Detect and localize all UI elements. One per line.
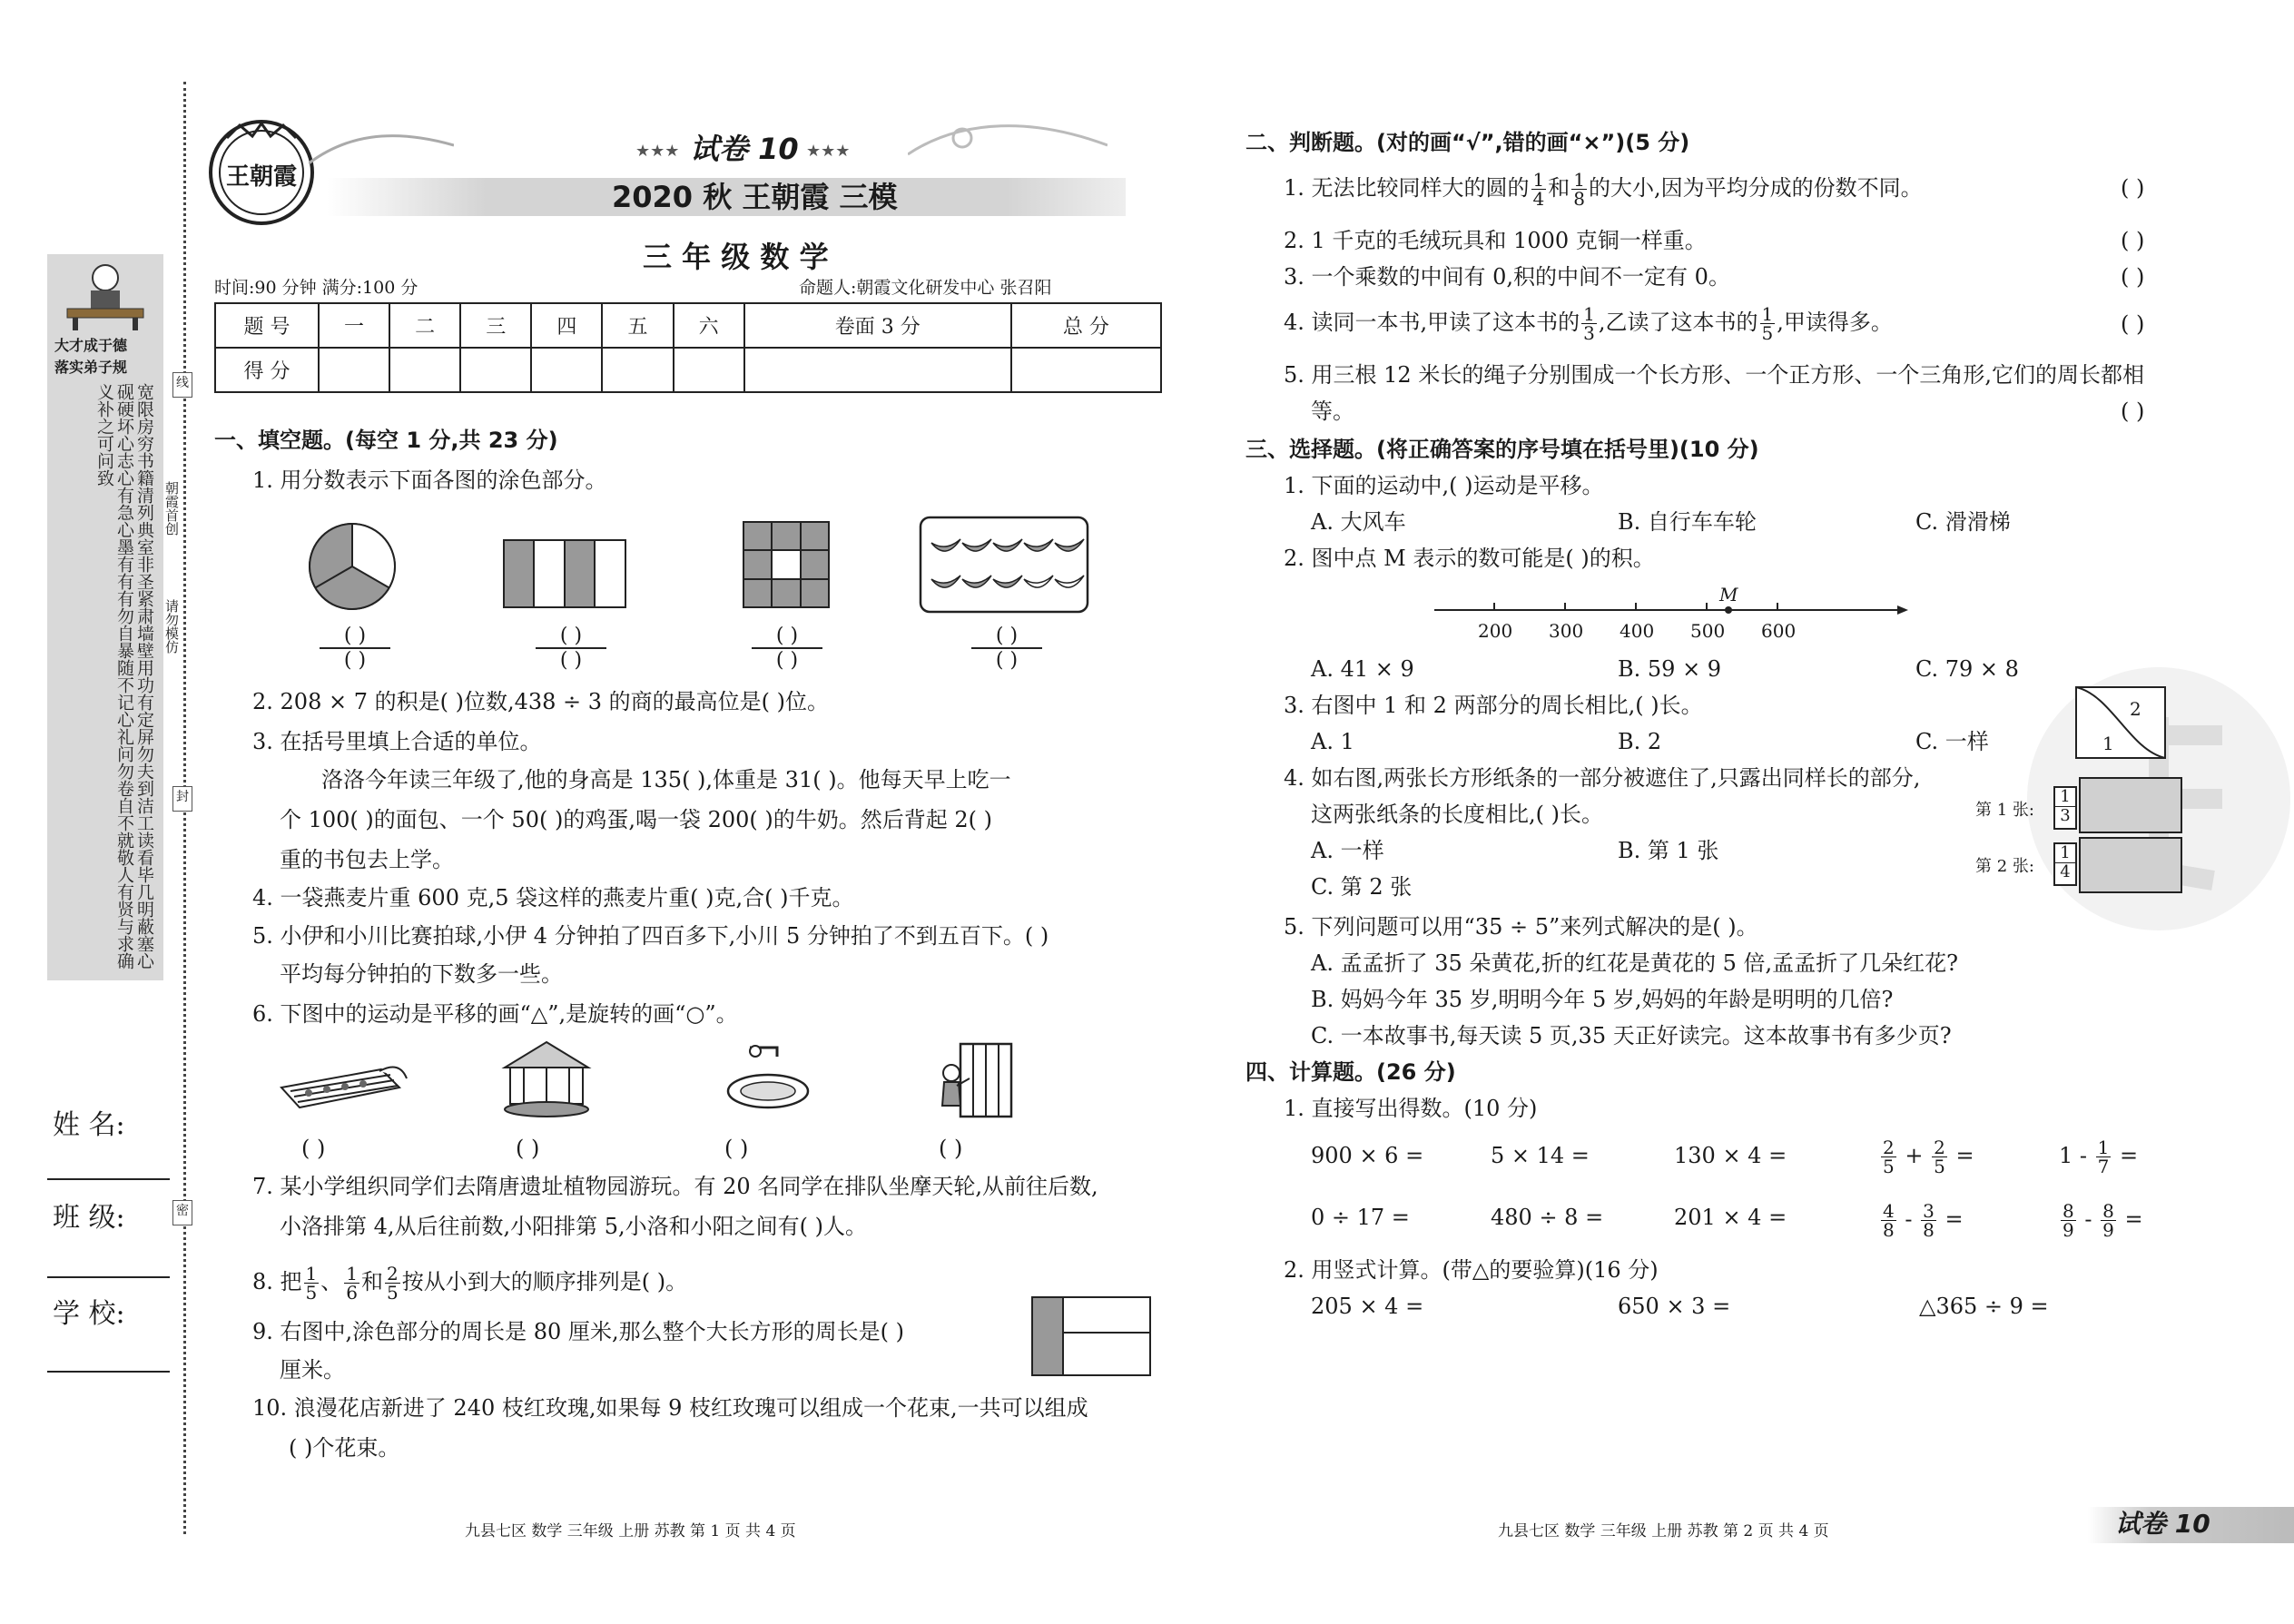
stars-left: ★★★ xyxy=(635,142,680,161)
numerator-blank[interactable]: ( ) xyxy=(971,625,1042,649)
fraction-1-6 xyxy=(344,1265,359,1302)
numerator: 1 xyxy=(1761,303,1774,325)
numerator: 1 xyxy=(2055,844,2075,863)
fraction-1-7 xyxy=(2096,1138,2112,1176)
tick-label-400: 400 xyxy=(1620,620,1655,642)
s3-q1-opt-c[interactable]: C. 滑滑梯 xyxy=(1915,509,2011,535)
q6-answer-2[interactable]: ( ) xyxy=(516,1136,540,1161)
score-cell[interactable] xyxy=(531,348,602,392)
numerator: 8 xyxy=(2063,1200,2074,1222)
fraction-2-5 xyxy=(385,1265,400,1302)
q6-answer-1[interactable]: ( ) xyxy=(301,1136,326,1161)
score-header: 六 xyxy=(674,303,744,348)
q6-answer-4[interactable]: ( ) xyxy=(939,1136,963,1161)
s1-q6: 6. 下图中的运动是平移的画“△”,是旋转的画“○”。 xyxy=(252,1001,738,1027)
q9-rectangle-figure xyxy=(1031,1296,1151,1380)
score-cell[interactable] xyxy=(744,348,1011,392)
q8-sep: 、 xyxy=(320,1269,343,1294)
calc-one-minus xyxy=(2059,1133,2138,1178)
s3-q3-opt-a[interactable]: A. 1 xyxy=(1311,729,1354,754)
q8-lead: 8. 把 xyxy=(252,1269,302,1294)
binding-mark-1 xyxy=(172,372,192,398)
abacus-figure xyxy=(272,1051,409,1118)
numerator-blank[interactable]: ( ) xyxy=(536,625,606,649)
denominator: 4 xyxy=(2060,862,2071,881)
s3-q3-opt-c[interactable]: C. 一样 xyxy=(1915,729,1989,754)
s2-q4 xyxy=(1284,301,1893,343)
answer-fraction-4[interactable] xyxy=(971,625,1042,672)
denominator: 8 xyxy=(1573,188,1585,210)
footer-left: 九县七区 数学 三年级 上册 苏教 第 1 页 共 4 页 xyxy=(465,1522,796,1540)
score-header: 题 号 xyxy=(215,303,319,348)
s2-q4-b: ,乙读了这本书的 xyxy=(1598,310,1758,335)
answer-fraction-3[interactable] xyxy=(752,625,822,672)
plus-sign: + xyxy=(1905,1143,1924,1168)
tick-label-600: 600 xyxy=(1761,620,1797,642)
score-cell[interactable] xyxy=(674,348,744,392)
mark-label: 密 xyxy=(176,1204,189,1218)
vertical-calc-1: 205 × 4 = xyxy=(1311,1294,1424,1319)
s1-q9-line2: 厘米。 xyxy=(280,1357,345,1383)
strip1-fraction-box xyxy=(2053,786,2077,830)
score-cell[interactable] xyxy=(389,348,460,392)
class-field[interactable] xyxy=(47,1276,170,1278)
score-cell[interactable] xyxy=(460,348,531,392)
numerator: 2 xyxy=(1883,1137,1895,1158)
equals-sign: = xyxy=(2124,1206,2143,1232)
paper-label: 试卷 10 xyxy=(690,132,799,166)
faucet-sink-figure xyxy=(723,1042,813,1118)
score-header: 五 xyxy=(602,303,673,348)
answer-fraction-1[interactable] xyxy=(320,625,390,672)
denominator: 9 xyxy=(2102,1219,2114,1241)
s3-q4-line2: 这两张纸条的长度相比,( )长。 xyxy=(1311,802,1603,827)
score-header: 二 xyxy=(389,303,460,348)
s3-q4-opt-b[interactable]: B. 第 1 张 xyxy=(1618,838,1719,863)
s3-q2-opt-a[interactable]: A. 41 × 9 xyxy=(1311,656,1414,682)
denominator: 6 xyxy=(346,1282,358,1304)
s2-q1-answer[interactable]: ( ) xyxy=(2121,175,2145,201)
calc-frac-sub1 xyxy=(1879,1196,1964,1242)
fraction-8-9 xyxy=(2101,1202,2116,1239)
sidebar-motto-2: 落实弟子规 xyxy=(54,359,128,376)
denominator: 8 xyxy=(1923,1219,1935,1241)
strip1-label: 第 1 张: xyxy=(1975,801,2034,820)
s1-q1: 1. 用分数表示下面各图的涂色部分。 xyxy=(252,468,607,493)
mark-label: 线 xyxy=(176,376,189,390)
score-header: 卷面 3 分 xyxy=(744,303,1011,348)
s2-q4-c: ,甲读得多。 xyxy=(1777,310,1893,335)
ribbon-decoration xyxy=(309,118,454,172)
numerator-blank[interactable]: ( ) xyxy=(752,625,822,649)
s4-q1: 1. 直接写出得数。(10 分) xyxy=(1284,1096,1538,1121)
time-info: 时间:90 分钟 满分:100 分 xyxy=(214,278,418,298)
vertical-calc-2: 650 × 3 = xyxy=(1618,1294,1731,1319)
class-label: 班 级: xyxy=(53,1202,125,1234)
exam-title: 2020 秋 王朝霞 三模 xyxy=(612,180,898,214)
author-info: 命题人:朝霞文化研发中心 张召阳 xyxy=(799,278,1052,298)
s2-q1-c: 的大小,因为平均分成的份数不同。 xyxy=(1589,175,1923,201)
section1-title: 一、填空题。(每空 1 分,共 23 分) xyxy=(214,428,558,453)
s1-q5-line1: 5. 小伊和小川比赛拍球,小伊 4 分钟拍了四百多下,小川 5 分钟拍了不到五百下。( ) xyxy=(252,923,1049,949)
footer-right: 九县七区 数学 三年级 上册 苏教 第 2 页 共 4 页 xyxy=(1498,1522,1829,1540)
fraction-2-5 xyxy=(1881,1138,1896,1176)
s2-q4-a: 4. 读同一本书,甲读了这本书的 xyxy=(1284,310,1580,335)
denominator: 9 xyxy=(2063,1219,2074,1241)
equals-sign: = xyxy=(1955,1143,1974,1168)
poem: 宽限房穷书籍清列典室非圣紧肃墙壁用功有定屏勿夫到洁工读看毕几明蔽塞心砚硬坏心志心有急心墨有有有勿自暴随不记心礼问勿卷自不就敬人有贤与求确义补之可问致 xyxy=(94,383,154,969)
s3-q4-line1: 4. 如右图,两张长方形纸条的一部分被遮住了,只露出同样长的部分, xyxy=(1284,765,1921,791)
denominator-blank[interactable]: ( ) xyxy=(995,649,1019,672)
region-label-2: 2 xyxy=(2130,698,2141,720)
s2-q1 xyxy=(1284,167,1923,209)
section4-title: 四、计算题。(26 分) xyxy=(1245,1059,1456,1085)
s1-q3: 3. 在括号里填上合适的单位。 xyxy=(252,729,542,754)
denominator: 5 xyxy=(387,1282,399,1304)
s3-q2-opt-c[interactable]: C. 79 × 8 xyxy=(1915,656,2019,682)
numerator: 2 xyxy=(387,1263,399,1284)
calc-r2-1: 0 ÷ 17 = xyxy=(1311,1205,1410,1230)
s2-q3-answer[interactable]: ( ) xyxy=(2121,264,2145,290)
denominator: 3 xyxy=(1583,322,1595,344)
denominator: 8 xyxy=(1883,1219,1895,1241)
numerator: 8 xyxy=(2102,1200,2114,1222)
s1-q5-line2: 平均每分钟拍的下数多一些。 xyxy=(280,961,563,987)
answer-fraction-2[interactable] xyxy=(536,625,606,672)
brand-logo xyxy=(207,118,316,227)
denominator: 5 xyxy=(1761,322,1774,344)
mark-label: 封 xyxy=(176,790,189,804)
binding-mark-2 xyxy=(172,786,192,812)
denominator: 4 xyxy=(1532,188,1545,210)
numerator-blank[interactable]: ( ) xyxy=(320,625,390,649)
scholar-figure xyxy=(54,258,156,330)
logo-text: 王朝霞 xyxy=(225,163,297,191)
calc-r1-2: 5 × 14 = xyxy=(1491,1143,1590,1168)
fraction-1-8 xyxy=(1571,171,1587,208)
equals-sign: = xyxy=(1944,1206,1964,1232)
tick-label-500: 500 xyxy=(1690,620,1726,642)
score-table xyxy=(214,302,1162,393)
s1-q9-line1: 9. 右图中,涂色部分的周长是 80 厘米,那么整个大长方形的周长是( ) xyxy=(252,1319,904,1344)
numerator: 2 xyxy=(1934,1137,1945,1158)
fraction-1-4 xyxy=(1531,171,1547,208)
s3-q2: 2. 图中点 M 表示的数可能是( )的积。 xyxy=(1284,546,1655,571)
s3-q2-opt-b[interactable]: B. 59 × 9 xyxy=(1618,656,1722,682)
carousel-figure xyxy=(501,1038,592,1124)
vertical-calc-3: △365 ÷ 9 = xyxy=(1919,1294,2049,1319)
score-row-label: 得 分 xyxy=(215,348,319,392)
tick-label-300: 300 xyxy=(1549,620,1584,642)
ribbon-decoration-right xyxy=(908,118,1108,172)
fraction-4-8 xyxy=(1881,1202,1896,1239)
school-field[interactable] xyxy=(47,1371,170,1373)
fraction-1-5 xyxy=(304,1265,320,1302)
point-m-label: M xyxy=(1719,584,1738,605)
s4-q2: 2. 用竖式计算。(带△的要验算)(16 分) xyxy=(1284,1257,1659,1283)
q6-answer-3[interactable]: ( ) xyxy=(724,1136,749,1161)
s2-q2: 2. 1 千克的毛绒玩具和 1000 克铜一样重。 xyxy=(1284,228,1707,253)
s3-q5-opt-b[interactable]: B. 妈妈今年 35 岁,明明今年 5 岁,妈妈的年龄是明明的几倍? xyxy=(1311,987,1894,1012)
s1-q10-line1: 10. 浪漫花店新进了 240 枝红玫瑰,如果每 9 枝红玫瑰可以组成一个花束,一共可以组成 xyxy=(252,1395,1088,1421)
score-header: 总 分 xyxy=(1011,303,1161,348)
numerator: 1 xyxy=(1573,169,1585,191)
calc-frac-add xyxy=(1879,1133,1974,1178)
calc-frac-sub2 xyxy=(2059,1196,2143,1242)
s3-q1: 1. 下面的运动中,( )运动是平移。 xyxy=(1284,473,1604,498)
strip2-label: 第 2 张: xyxy=(1975,857,2034,876)
perimeter-figure xyxy=(2075,686,2166,763)
calc-r1-3: 130 × 4 = xyxy=(1674,1143,1787,1168)
s2-q3: 3. 一个乘数的中间有 0,积的中间不一定有 0。 xyxy=(1284,264,1730,290)
name-field[interactable] xyxy=(47,1178,170,1180)
bars-figure xyxy=(503,539,626,612)
s2-q1-a: 1. 无法比较同样大的圆的 xyxy=(1284,175,1530,201)
minus-sign: - xyxy=(1905,1206,1913,1232)
denominator-blank[interactable]: ( ) xyxy=(343,649,367,672)
numerator: 3 xyxy=(1923,1200,1935,1222)
s1-q10-line2: ( )个花束。 xyxy=(289,1435,400,1461)
fraction-2-5 xyxy=(1932,1138,1947,1176)
binding-mark-3 xyxy=(172,1200,192,1225)
score-cell[interactable] xyxy=(602,348,673,392)
denominator-blank[interactable]: ( ) xyxy=(775,649,799,672)
fraction-1-3 xyxy=(1581,305,1597,342)
s2-q5-line1: 5. 用三根 12 米长的绳子分别围成一个长方形、一个正方形、一个三角形,它们的周长都相 xyxy=(1284,362,2144,388)
subject-title: 三 年 级 数 学 xyxy=(643,240,829,274)
s2-q2-answer[interactable]: ( ) xyxy=(2121,228,2145,253)
s1-q7-line2: 小洛排第 4,从后往前数,小阳排第 5,小洛和小阳之间有( )人。 xyxy=(280,1214,868,1239)
numerator: 4 xyxy=(1883,1200,1895,1222)
number-line xyxy=(1431,581,1912,648)
s2-q5-answer[interactable]: ( ) xyxy=(2121,399,2145,424)
one: 1 xyxy=(2059,1143,2073,1168)
calc-r2-2: 480 ÷ 8 = xyxy=(1491,1205,1604,1230)
s1-q2: 2. 208 × 7 的积是( )位数,438 ÷ 3 的商的最高位是( )位。 xyxy=(252,689,830,714)
sidebar-poem-block xyxy=(56,383,154,973)
s1-q4: 4. 一袋燕麦片重 600 克,5 袋这样的燕麦片重( )克,合( )千克。 xyxy=(252,885,854,910)
s1-q7-line1: 7. 某小学组织同学们去隋唐遗址植物园游玩。有 20 名同学在排队坐摩天轮,从前往后数, xyxy=(252,1174,1098,1199)
paper-tag: 试卷 10 xyxy=(2115,1509,2210,1539)
s3-q4-opt-c[interactable]: C. 第 2 张 xyxy=(1311,874,1413,900)
s1-q8 xyxy=(252,1260,687,1304)
score-header: 四 xyxy=(531,303,602,348)
denominator: 7 xyxy=(2097,1156,2110,1177)
denominator: 5 xyxy=(305,1282,318,1304)
equals-sign: = xyxy=(2120,1143,2139,1168)
numerator: 1 xyxy=(2055,788,2075,807)
window-boy-figure xyxy=(933,1042,1015,1124)
tick-label-200: 200 xyxy=(1478,620,1513,642)
q8-and: 和 xyxy=(361,1269,383,1294)
sidebar-motto-1: 大才成于德 xyxy=(54,337,128,354)
fraction-3-8 xyxy=(1921,1202,1936,1239)
grid-figure xyxy=(743,521,830,612)
region-label-1: 1 xyxy=(2102,733,2114,754)
pie-figure xyxy=(307,521,398,615)
section2-title: 二、判断题。(对的画“√”,错的画“×”)(5 分) xyxy=(1245,130,1690,155)
s3-q5: 5. 下列问题可以用“35 ÷ 5”来列式解决的是( )。 xyxy=(1284,914,1758,940)
s2-q5-line2: 等。 xyxy=(1311,399,1354,424)
s1-q3-line3: 重的书包去上学。 xyxy=(280,847,454,872)
s3-q4-opt-a[interactable]: A. 一样 xyxy=(1311,838,1384,863)
s3-q1-opt-a[interactable]: A. 大风车 xyxy=(1311,509,1406,535)
fraction-8-9 xyxy=(2061,1202,2076,1239)
s3-q5-opt-a[interactable]: A. 孟孟折了 35 朵黄花,折的红花是黄花的 5 倍,孟孟折了几朵红花? xyxy=(1311,950,1959,976)
calc-r1-1: 900 × 6 = xyxy=(1311,1143,1424,1168)
numerator: 1 xyxy=(346,1263,358,1284)
score-cell[interactable] xyxy=(319,348,389,392)
q8-tail: 按从小到大的顺序排列是( )。 xyxy=(401,1269,688,1294)
minus-sign: - xyxy=(2084,1206,2092,1232)
denominator-blank[interactable]: ( ) xyxy=(559,649,583,672)
numerator: 1 xyxy=(305,1263,318,1284)
strip1-covered xyxy=(2079,777,2182,833)
score-header: 一 xyxy=(319,303,389,348)
stars-right: ★★★ xyxy=(806,142,851,161)
calc-r2-3: 201 × 4 = xyxy=(1674,1205,1787,1230)
score-header: 三 xyxy=(460,303,531,348)
banana-figure xyxy=(919,516,1089,617)
school-label: 学 校: xyxy=(53,1298,125,1330)
side-text-1: 朝霞首创 xyxy=(163,481,180,536)
numerator: 1 xyxy=(2097,1137,2110,1158)
numerator: 1 xyxy=(1532,169,1545,191)
s3-q1-opt-b[interactable]: B. 自行车车轮 xyxy=(1618,509,1757,535)
section3-title: 三、选择题。(将正确答案的序号填在括号里)(10 分) xyxy=(1245,437,1759,462)
numerator: 1 xyxy=(1583,303,1595,325)
s3-q3-opt-b[interactable]: B. 2 xyxy=(1618,729,1662,754)
strip2-fraction-box xyxy=(2053,842,2077,886)
s1-q3-line1: 洛洛今年读三年级了,他的身高是 135( ),体重是 31( )。他每天早上吃一 xyxy=(321,767,1011,792)
s3-q5-opt-c[interactable]: C. 一本故事书,每天读 5 页,35 天正好读完。这本故事书有多少页? xyxy=(1311,1023,1952,1048)
s2-q4-answer[interactable]: ( ) xyxy=(2121,311,2145,337)
strip2-covered xyxy=(2079,837,2182,893)
s2-q1-b: 和 xyxy=(1548,175,1570,201)
denominator: 3 xyxy=(2060,806,2071,825)
side-text-2: 请勿模仿 xyxy=(163,599,180,654)
s1-q3-line2: 个 100( )的面包、一个 50( )的鸡蛋,喝一袋 200( )的牛奶。然后背起 2( ) xyxy=(280,807,992,832)
score-cell[interactable] xyxy=(1011,348,1161,392)
denominator: 5 xyxy=(1934,1156,1945,1177)
s3-q3: 3. 右图中 1 和 2 两部分的周长相比,( )长。 xyxy=(1284,693,1703,718)
name-label: 姓 名: xyxy=(53,1109,125,1141)
denominator: 5 xyxy=(1883,1156,1895,1177)
minus-sign: - xyxy=(2079,1143,2088,1168)
fraction-1-5 xyxy=(1760,305,1776,342)
